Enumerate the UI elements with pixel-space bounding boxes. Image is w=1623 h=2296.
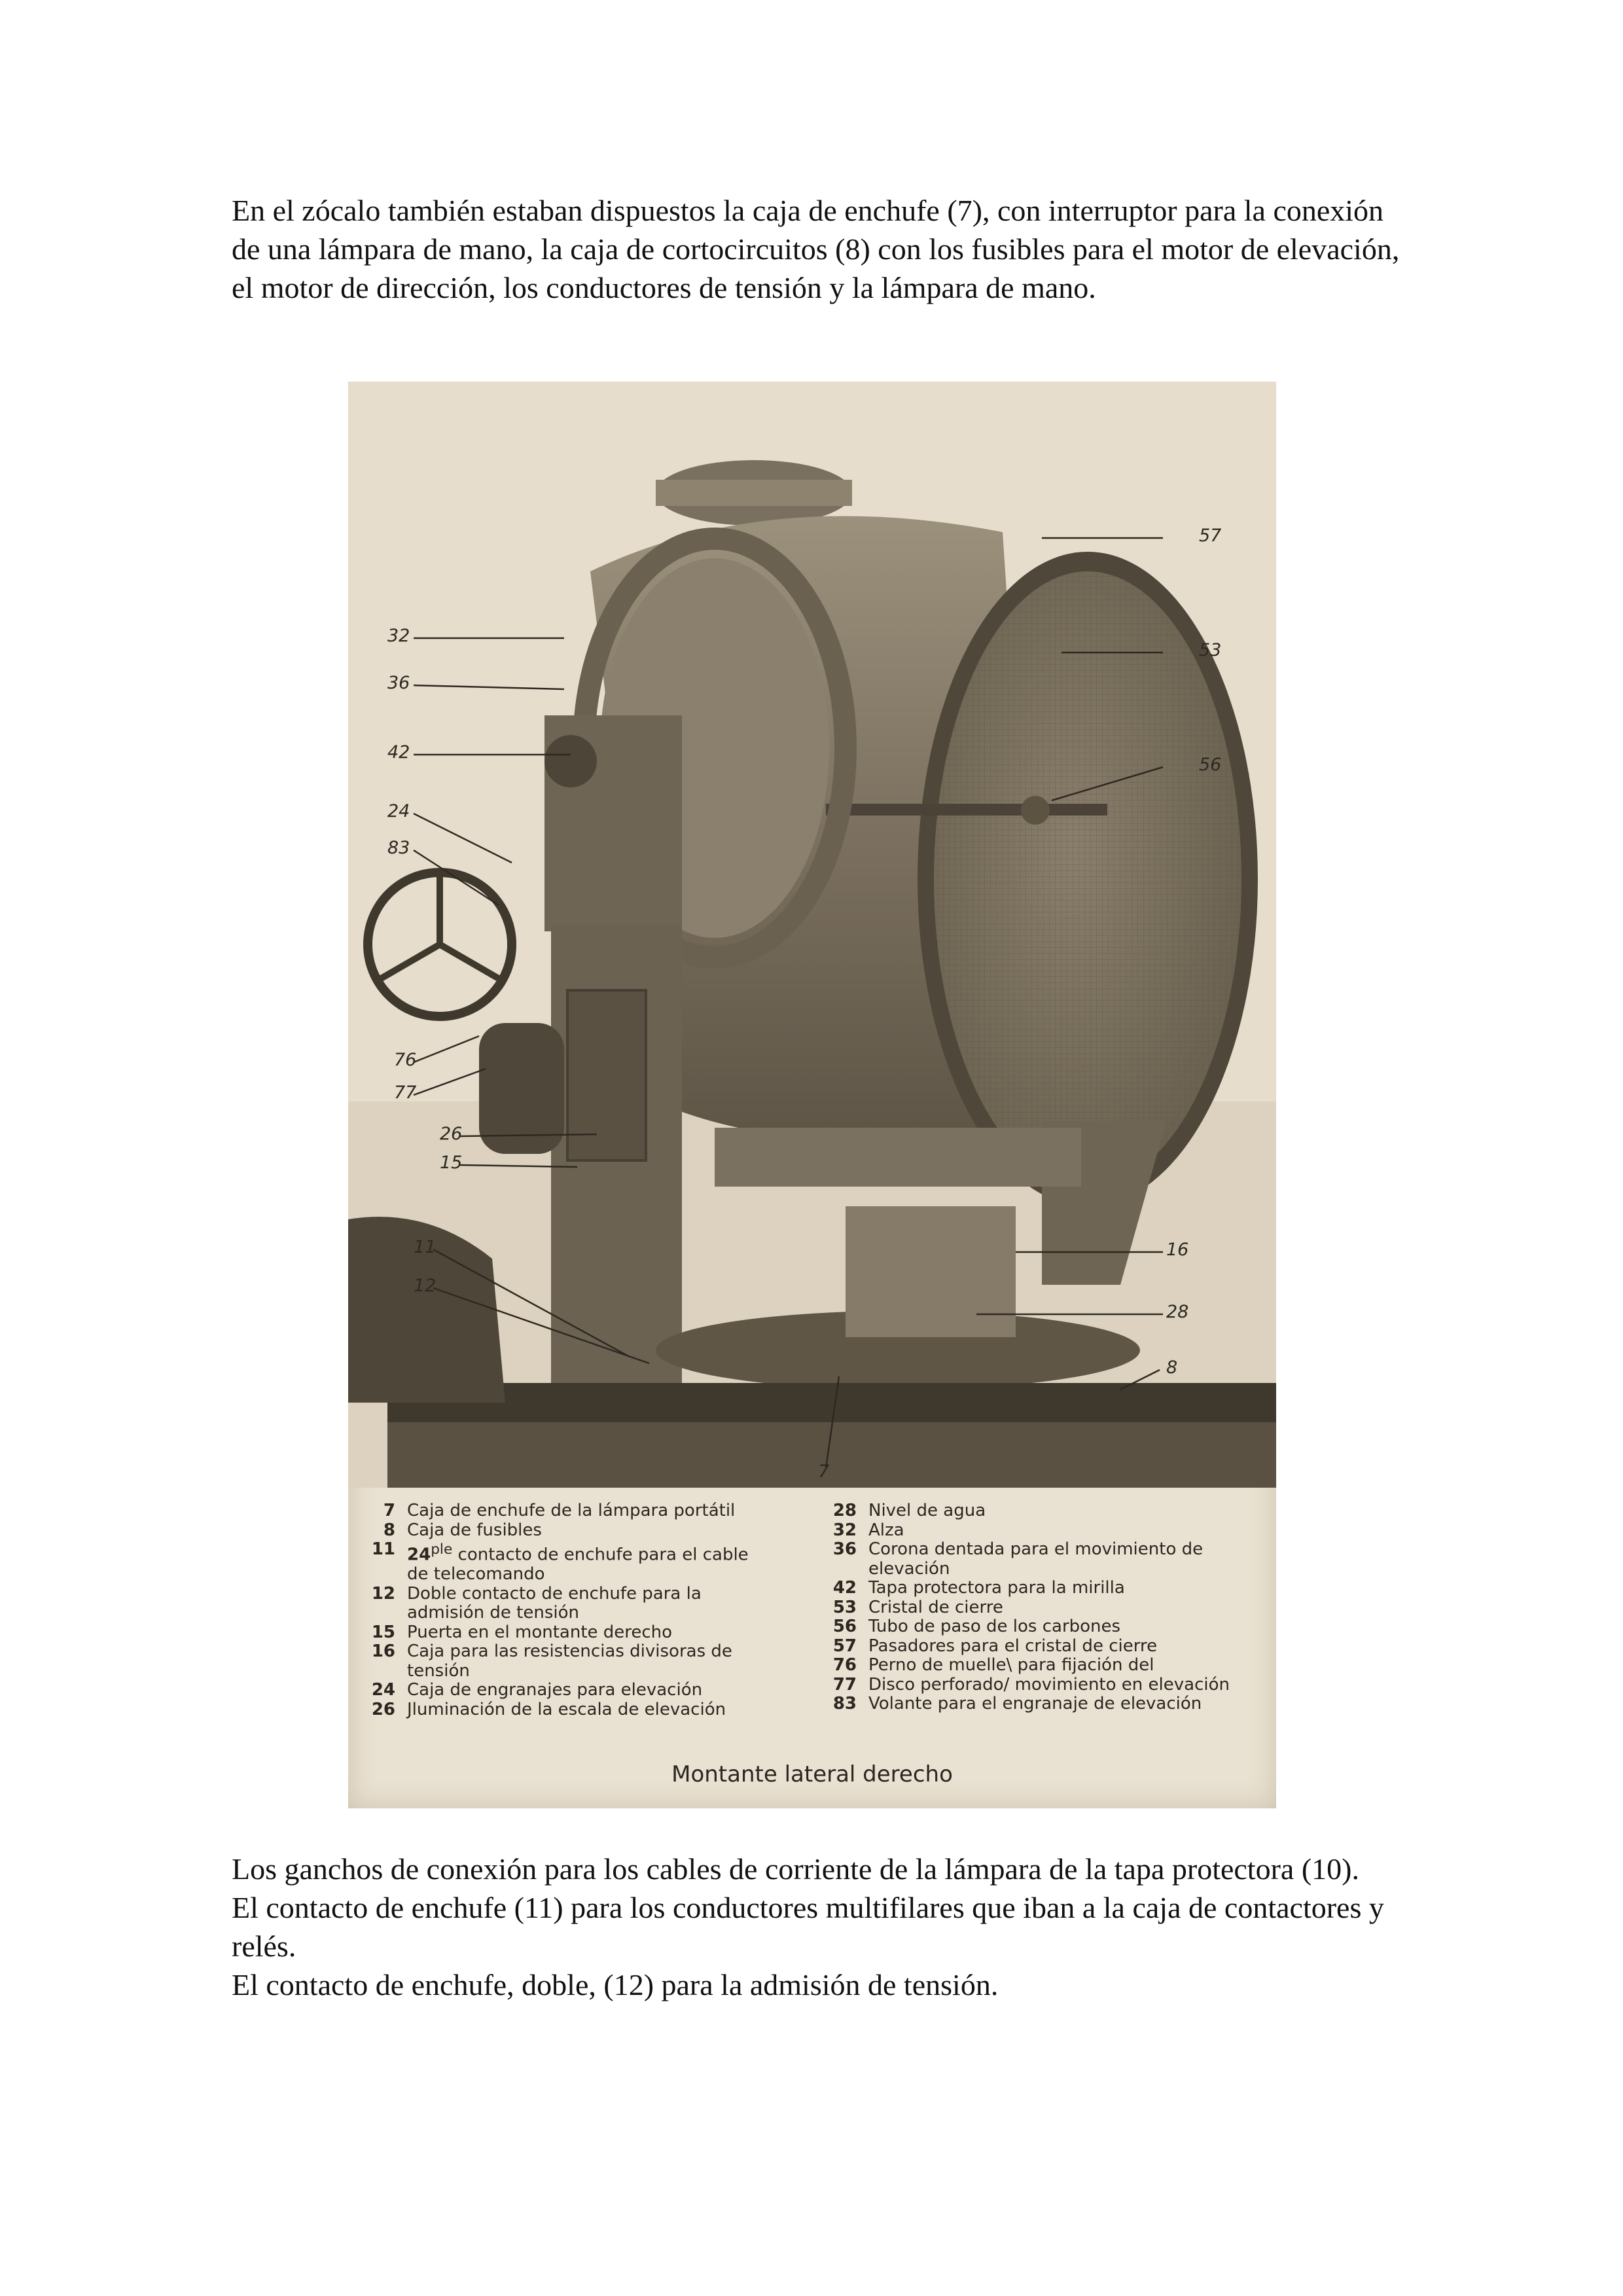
callout-16: 16	[1166, 1240, 1189, 1260]
callout-32: 32	[387, 626, 410, 646]
legend-row: tensión	[407, 1660, 470, 1681]
callout-28: 28	[1166, 1302, 1189, 1322]
legend-row: 53 Cristal de cierre	[832, 1597, 1003, 1617]
legend-row: 28 Nivel de agua	[832, 1501, 986, 1520]
callout-57: 57	[1199, 526, 1222, 546]
legend-row: 32 Alza	[832, 1520, 904, 1540]
legend-row: 8 Caja de fusibles	[383, 1520, 542, 1540]
paragraph-contact-12: El contacto de enchufe, doble, (12) para la admisión de tensión.	[232, 1968, 999, 2001]
legend-row: 26 Jluminación de la escala de elevación	[371, 1699, 726, 1719]
callout-11: 11	[414, 1237, 437, 1257]
legend-row: 76 Perno de muelle\ para fijación del	[832, 1655, 1154, 1675]
legend-row: 7 Caja de enchufe de la lámpara portátil	[383, 1501, 736, 1520]
paragraph-contact-11: El contacto de enchufe (11) para los conductores multifilares que iban a la caja de contactores y relés.	[232, 1891, 1384, 1963]
callout-8: 8	[1166, 1357, 1178, 1378]
paragraph-hooks: Los ganchos de conexión para los cables de corriente de la lámpara de la tapa protectora (10).	[232, 1852, 1359, 1886]
callout-15: 15	[440, 1153, 463, 1173]
callout-12: 12	[414, 1276, 437, 1296]
legend-row: 83 Volante para el engranaje de elevación	[832, 1694, 1202, 1713]
legend-row: admisión de tensión	[407, 1603, 579, 1623]
legend-row: 56 Tubo de paso de los carbones	[832, 1617, 1121, 1636]
legend-row: 16 Caja para las resistencias divisoras de	[371, 1641, 732, 1662]
callout-26: 26	[440, 1124, 463, 1144]
figure-caption: Montante lateral derecho	[671, 1761, 953, 1787]
legend-row: 42 Tapa protectora para la mirilla	[832, 1578, 1125, 1598]
searchlight-photograph	[348, 382, 1276, 1488]
callout-56: 56	[1199, 755, 1222, 775]
legend-row: de telecomando	[407, 1564, 545, 1585]
callout-53: 53	[1199, 640, 1222, 660]
legend-row: 11 $24^{ple}$ contacto de enchufe para el cable	[371, 1539, 749, 1565]
legend-row: 36 Corona dentada para el movimiento de	[832, 1539, 1204, 1559]
callout-76: 76	[394, 1050, 417, 1070]
figure-plate	[348, 382, 1276, 1808]
legend-left-column	[348, 1501, 749, 1719]
callout-42: 42	[387, 742, 410, 762]
legend-row: elevación	[868, 1558, 950, 1579]
callout-36: 36	[387, 673, 410, 693]
legend-row: 15 Puerta en el montante derecho	[371, 1622, 673, 1642]
callout-83: 83	[387, 838, 410, 858]
legend-row: 57 Pasadores para el cristal de cierre	[832, 1636, 1158, 1656]
legend-row: 12 Doble contacto de enchufe para la	[371, 1583, 702, 1604]
callout-24: 24	[387, 801, 410, 821]
legend-right-column	[810, 1501, 1230, 1714]
legend-row: 77 Disco perforado/ movimiento en elevación	[832, 1674, 1230, 1695]
callout-77: 77	[394, 1083, 417, 1103]
callout-7: 7	[818, 1462, 830, 1482]
legend-row: 24 Caja de engranajes para elevación	[371, 1680, 703, 1700]
closing-paragraphs	[232, 1850, 1410, 2004]
intro-paragraph: En el zócalo también estaban dispuestos la caja de enchufe (7), con interruptor para la conexión de una lámpara de mano, la caja de cortocircuitos (8) con los fusibles para el motor de elevación, el motor de dirección, los conductores de tensión y la lámpara de mano.	[232, 194, 1400, 304]
